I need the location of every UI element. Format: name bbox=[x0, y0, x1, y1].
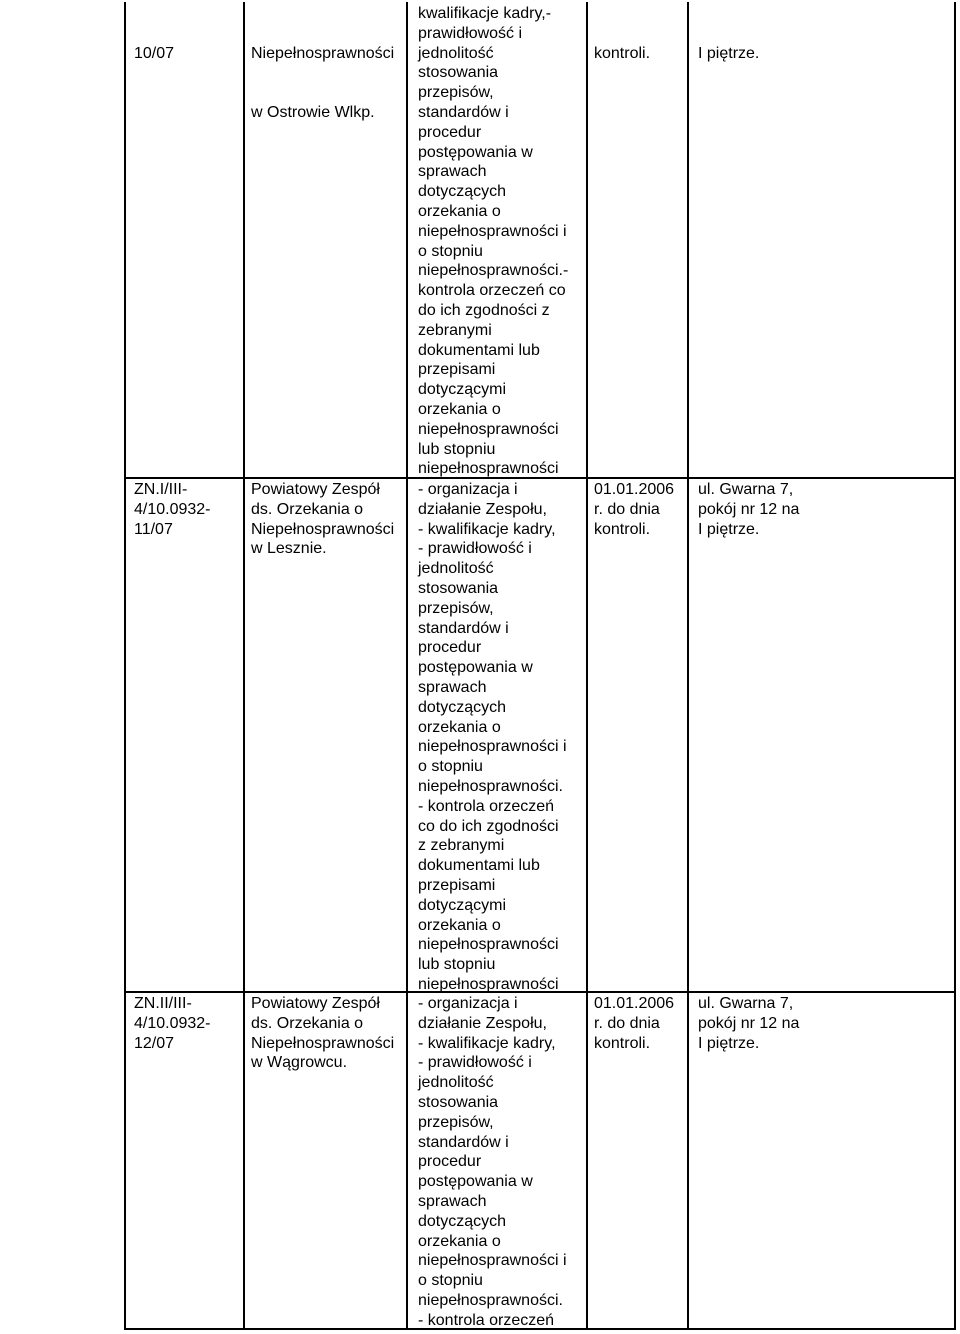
cell-line: przepisami bbox=[418, 361, 496, 379]
cell-line: stosowania bbox=[418, 1093, 499, 1111]
cell-line: sprawach bbox=[418, 678, 487, 696]
cell-line: orzekania o bbox=[418, 202, 501, 220]
table-row-1-scope bbox=[418, 480, 567, 995]
table-row-2-date bbox=[594, 994, 674, 1053]
cell-line: kwalifikacje kadry,- bbox=[418, 5, 552, 22]
cell-line: do ich zgodności z bbox=[418, 301, 550, 319]
table-row-0-id bbox=[134, 4, 174, 83]
table-row-2-scope bbox=[418, 994, 567, 1331]
cell-line: - kontrola orzeczeń bbox=[418, 1311, 555, 1329]
cell-line: dotyczących bbox=[418, 1212, 507, 1230]
table-row-1-date bbox=[594, 480, 674, 539]
cell-line: w Lesznie. bbox=[251, 540, 327, 558]
table-row-1-address bbox=[698, 480, 799, 539]
cell-line: zebranymi bbox=[418, 321, 492, 339]
cell-line: - organizacja i bbox=[418, 995, 518, 1012]
cell-line: niepełnosprawności bbox=[418, 420, 559, 438]
cell-line: Niepełnosprawności bbox=[251, 520, 395, 538]
cell-line: ds. Orzekania o bbox=[251, 500, 364, 518]
cell-line: niepełnosprawności i bbox=[418, 222, 567, 240]
cell-line: niepełnosprawności.- bbox=[418, 262, 569, 280]
cell-line: co do ich zgodności bbox=[418, 817, 559, 835]
cell-line: standardów i bbox=[418, 619, 509, 637]
cell-line: z zebranymi bbox=[418, 837, 505, 855]
table-row-2-unit bbox=[251, 994, 394, 1073]
cell-line: ds. Orzekania o bbox=[251, 1014, 364, 1032]
table-row-2-address bbox=[698, 994, 799, 1053]
column-divider bbox=[243, 2, 245, 1330]
cell-line: - prawidłowość i bbox=[418, 540, 532, 558]
cell-line: procedur bbox=[418, 1153, 482, 1171]
cell-line: postępowania w bbox=[418, 659, 533, 677]
cell-line: o stopniu bbox=[418, 1272, 483, 1290]
cell-line: jednolitość bbox=[418, 1074, 494, 1092]
cell-line: działanie Zespołu, bbox=[418, 1014, 547, 1032]
cell-line: procedur bbox=[418, 639, 482, 657]
cell-line: postępowania w bbox=[418, 143, 533, 161]
cell-line: dotyczących bbox=[418, 698, 507, 716]
cell-line: r. do dnia bbox=[594, 1014, 660, 1032]
cell-line: - kontrola orzeczeń bbox=[418, 797, 555, 815]
cell-line: dotyczącymi bbox=[418, 381, 507, 399]
cell-line: działanie Zespołu, bbox=[418, 500, 547, 518]
cell-line: orzekania o bbox=[418, 1232, 501, 1250]
cell-line: 12/07 bbox=[134, 1034, 175, 1052]
cell-line: ZN.II/III- bbox=[134, 995, 192, 1012]
cell-line: stosowania bbox=[418, 579, 499, 597]
table-row-0-address bbox=[698, 4, 759, 83]
cell-line: w Wągrowcu. bbox=[251, 1054, 348, 1072]
cell-line: kontroli. bbox=[594, 520, 651, 538]
cell-line: kontrola orzeczeń co bbox=[418, 282, 566, 300]
column-divider bbox=[406, 2, 408, 1330]
cell-line: pokój nr 12 na bbox=[698, 1014, 800, 1032]
cell-line: prawidłowość i bbox=[418, 24, 523, 42]
cell-line: Powiatowy Zespół bbox=[251, 995, 380, 1012]
cell-line: przepisami bbox=[418, 876, 496, 894]
column-divider bbox=[687, 2, 689, 1330]
cell-line: postępowania w bbox=[418, 1173, 533, 1191]
cell-line: dotyczącymi bbox=[418, 896, 507, 914]
cell-line: I piętrze. bbox=[698, 520, 760, 538]
cell-line: - prawidłowość i bbox=[418, 1054, 532, 1072]
cell-line: - kwalifikacje kadry, bbox=[418, 1034, 556, 1052]
cell-line: pokój nr 12 na bbox=[698, 500, 800, 518]
cell-line: niepełnosprawności bbox=[418, 936, 559, 954]
cell-line: - kwalifikacje kadry, bbox=[418, 520, 556, 538]
cell-line: orzekania o bbox=[418, 916, 501, 934]
cell-line: jednolitość bbox=[418, 560, 494, 578]
cell-line: procedur bbox=[418, 123, 482, 141]
cell-line: przepisów, bbox=[418, 84, 494, 102]
cell-line: ul. Gwarna 7, bbox=[698, 481, 794, 498]
unit-line: w Ostrowie Wlkp. bbox=[251, 103, 375, 121]
cell-line: dokumentami lub bbox=[418, 341, 540, 359]
cell-line: niepełnosprawności i bbox=[418, 738, 567, 756]
cell-line: niepełnosprawności bbox=[418, 975, 559, 993]
cell-line: standardów i bbox=[418, 1133, 509, 1151]
unit-line: Niepełnosprawności bbox=[251, 44, 395, 62]
cell-line: 4/10.0932- bbox=[134, 1014, 211, 1032]
cell-line: o stopniu bbox=[418, 242, 483, 260]
cell-line: przepisów, bbox=[418, 599, 494, 617]
cell-line: dokumentami lub bbox=[418, 857, 540, 875]
table-row-1-id bbox=[134, 480, 211, 539]
cell-line: niepełnosprawności bbox=[418, 460, 559, 478]
table-row-2-id bbox=[134, 994, 211, 1053]
cell-line: dotyczących bbox=[418, 183, 507, 201]
cell-line: ul. Gwarna 7, bbox=[698, 995, 794, 1012]
cell-line: sprawach bbox=[418, 163, 487, 181]
cell-line: 4/10.0932- bbox=[134, 500, 211, 518]
cell-line: 01.01.2006 bbox=[594, 481, 675, 498]
row-id: 10/07 bbox=[134, 44, 175, 62]
cell-line: Niepełnosprawności bbox=[251, 1034, 395, 1052]
cell-line: jednolitość bbox=[418, 44, 494, 62]
cell-line: o stopniu bbox=[418, 758, 483, 776]
cell-line: - organizacja i bbox=[418, 481, 518, 498]
cell-line: I piętrze. bbox=[698, 1034, 760, 1052]
table-row-0-date bbox=[594, 4, 650, 83]
address-line: I piętrze. bbox=[698, 44, 760, 62]
date-line: kontroli. bbox=[594, 44, 651, 62]
cell-line: stosowania bbox=[418, 64, 499, 82]
column-divider bbox=[586, 2, 588, 1330]
cell-line: lub stopniu bbox=[418, 440, 496, 458]
cell-line: niepełnosprawności. bbox=[418, 777, 563, 795]
cell-line: ZN.I/III- bbox=[134, 481, 188, 498]
table-row-0-unit bbox=[251, 4, 394, 143]
cell-line: 01.01.2006 bbox=[594, 995, 675, 1012]
cell-line: 11/07 bbox=[134, 520, 173, 538]
table-row-0-scope bbox=[418, 4, 568, 479]
cell-line: niepełnosprawności i bbox=[418, 1252, 567, 1270]
cell-line: orzekania o bbox=[418, 400, 501, 418]
cell-line: orzekania o bbox=[418, 718, 501, 736]
cell-line: przepisów, bbox=[418, 1113, 494, 1131]
cell-line: standardów i bbox=[418, 103, 509, 121]
cell-line: Powiatowy Zespół bbox=[251, 481, 380, 498]
table-row-1-unit bbox=[251, 480, 394, 559]
cell-line: niepełnosprawności. bbox=[418, 1291, 563, 1309]
cell-line: r. do dnia bbox=[594, 500, 660, 518]
cell-line: kontroli. bbox=[594, 1034, 651, 1052]
cell-line: sprawach bbox=[418, 1192, 487, 1210]
cell-line: lub stopniu bbox=[418, 956, 496, 974]
